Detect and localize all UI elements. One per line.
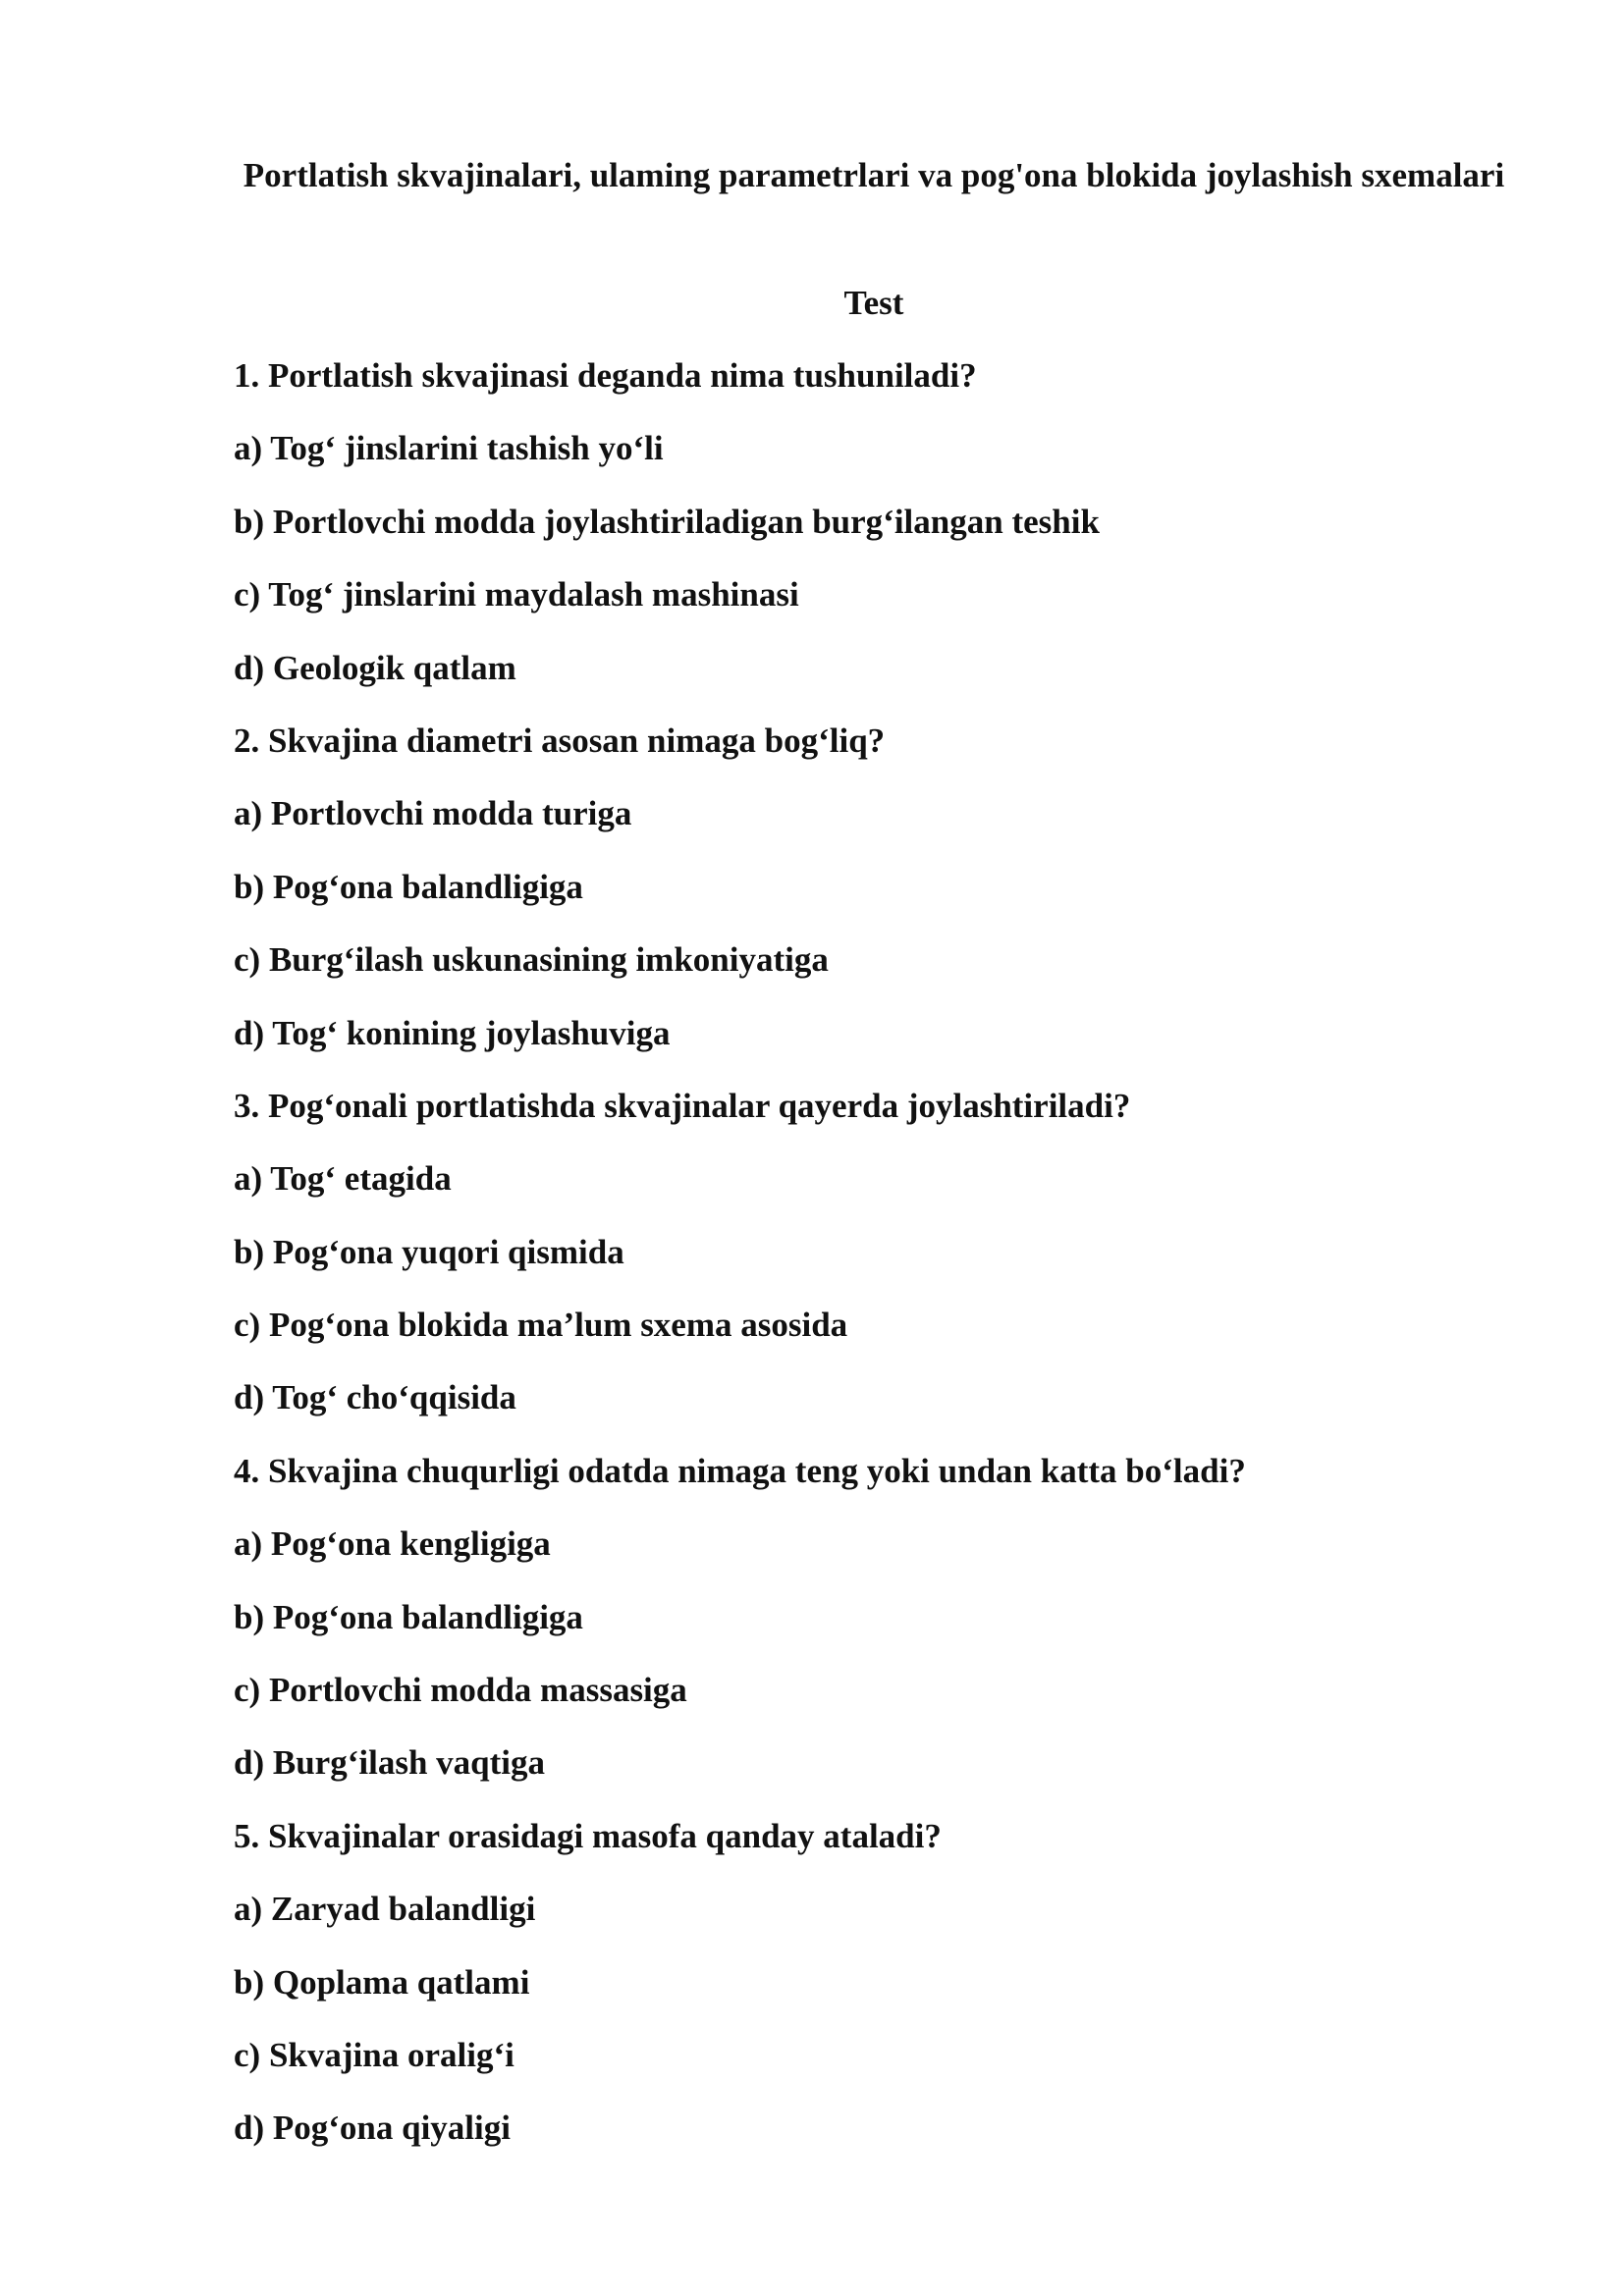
question-2-option-c: c) Burg‘ilash uskunasining imkoniyatiga bbox=[234, 940, 829, 980]
question-2-option-b: b) Pog‘ona balandligiga bbox=[234, 867, 583, 906]
document-subtitle: Test bbox=[843, 284, 904, 322]
question-5-option-d: d) Pog‘ona qiyaligi bbox=[234, 2109, 511, 2148]
question-list bbox=[234, 351, 1510, 2177]
question-5-option-a: a) Zaryad balandligi bbox=[234, 1890, 536, 1929]
question-4-option-d: d) Burg‘ilash vaqtiga bbox=[234, 1743, 545, 1783]
question-1-text: 1. Portlatish skvajinasi deganda nima tushuniladi? bbox=[234, 356, 977, 395]
question-3-option-a: a) Tog‘ etagida bbox=[234, 1159, 452, 1199]
question-1-option-c: c) Tog‘ jinslarini maydalash mashinasi bbox=[234, 575, 799, 614]
question-2-option-d: d) Tog‘ konining joylashuviga bbox=[234, 1013, 671, 1052]
document-title: Portlatish skvajinalari, ulaming parametrlari va pog'ona blokida joylashish sxemalari bbox=[243, 156, 1505, 194]
question-4-option-c: c) Portlovchi modda massasiga bbox=[234, 1671, 687, 1710]
question-1-option-a: a) Tog‘ jinslarini tashish yo‘li bbox=[234, 429, 664, 468]
question-1-option-d: d) Geologik qatlam bbox=[234, 648, 516, 687]
question-4-option-a: a) Pog‘ona kengligiga bbox=[234, 1524, 551, 1564]
question-5-option-b: b) Qoplama qatlami bbox=[234, 1962, 530, 2002]
question-4-text: 4. Skvajina chuqurligi odatda nimaga teng yoki undan katta bo‘ladi? bbox=[234, 1451, 1246, 1490]
question-1-option-b: b) Portlovchi modda joylashtiriladigan burg‘ilangan teshik bbox=[234, 502, 1100, 541]
question-3-option-d: d) Tog‘ cho‘qqisida bbox=[234, 1378, 516, 1417]
question-5-text: 5. Skvajinalar orasidagi masofa qanday ataladi? bbox=[234, 1816, 942, 1855]
question-3-option-b: b) Pog‘ona yuqori qismida bbox=[234, 1232, 624, 1271]
question-2-text: 2. Skvajina diametri asosan nimaga bog‘liq? bbox=[234, 721, 886, 760]
question-3-text: 3. Pog‘onali portlatishda skvajinalar qayerda joylashtiriladi? bbox=[234, 1086, 1131, 1125]
question-5-option-c: c) Skvajina oralig‘i bbox=[234, 2035, 514, 2074]
question-3-option-c: c) Pog‘ona blokida ma’lum sxema asosida bbox=[234, 1306, 848, 1345]
question-2-option-a: a) Portlovchi modda turiga bbox=[234, 794, 632, 833]
question-4-option-b: b) Pog‘ona balandligiga bbox=[234, 1597, 583, 1636]
